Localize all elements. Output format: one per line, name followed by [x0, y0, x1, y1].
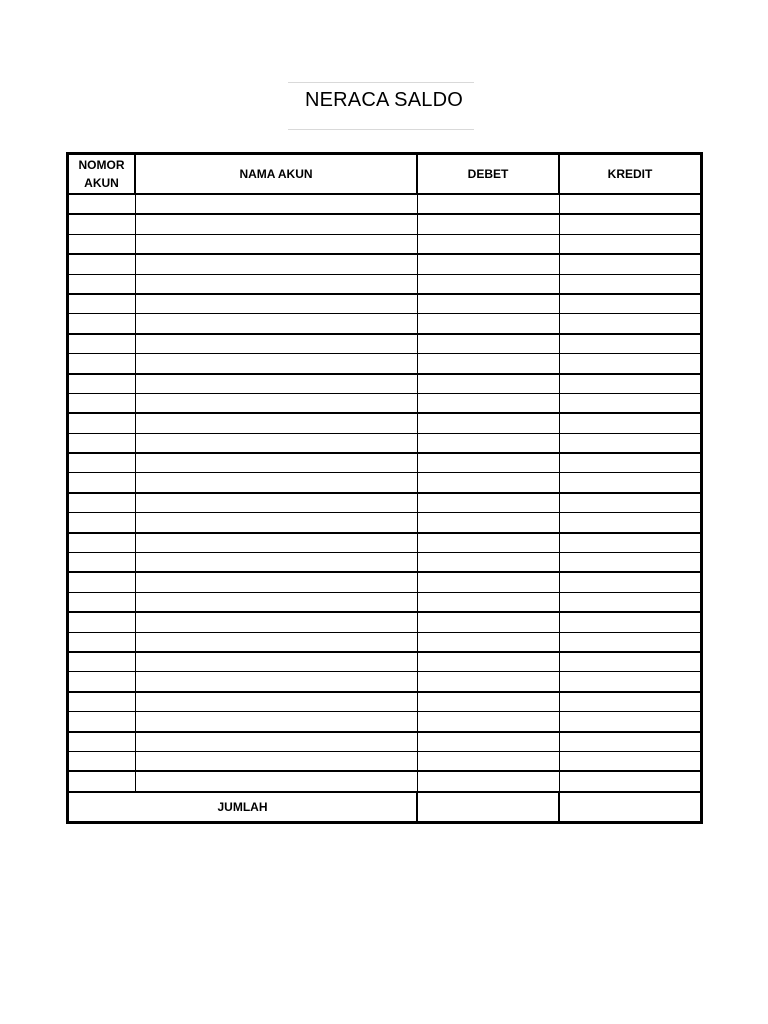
- debet-cell[interactable]: [417, 592, 559, 612]
- header-nama-akun: NAMA AKUN: [135, 154, 417, 195]
- nomor-akun-cell[interactable]: [68, 453, 136, 473]
- debet-cell[interactable]: [417, 692, 559, 712]
- table-row: [68, 334, 702, 354]
- debet-cell[interactable]: [417, 712, 559, 732]
- nomor-akun-cell[interactable]: [68, 294, 136, 314]
- kredit-cell[interactable]: [559, 393, 702, 413]
- debet-cell[interactable]: [417, 732, 559, 752]
- table-row: [68, 194, 702, 214]
- page-title: NERACA SALDO: [304, 89, 463, 111]
- nama-akun-cell[interactable]: [135, 632, 417, 652]
- debet-cell[interactable]: [417, 413, 559, 433]
- kredit-cell[interactable]: [559, 413, 702, 433]
- nomor-akun-cell[interactable]: [68, 572, 136, 592]
- nama-akun-cell[interactable]: [135, 294, 417, 314]
- nama-akun-cell[interactable]: [135, 751, 417, 771]
- nomor-akun-cell[interactable]: [68, 553, 136, 573]
- nomor-akun-cell[interactable]: [68, 274, 136, 294]
- nama-akun-cell[interactable]: [135, 493, 417, 513]
- table-row: [68, 473, 702, 493]
- kredit-cell[interactable]: [559, 214, 702, 234]
- table-row: [68, 254, 702, 274]
- nama-akun-cell[interactable]: [135, 453, 417, 473]
- debet-cell[interactable]: [417, 334, 559, 354]
- total-row: [68, 792, 702, 823]
- table-row: [68, 433, 702, 453]
- table-row: [68, 672, 702, 692]
- kredit-cell[interactable]: [559, 592, 702, 612]
- table-row: [68, 354, 702, 374]
- debet-cell[interactable]: [417, 473, 559, 493]
- trial-balance-table: [66, 152, 703, 824]
- nama-akun-cell[interactable]: [135, 712, 417, 732]
- nomor-akun-cell[interactable]: [68, 493, 136, 513]
- kredit-cell[interactable]: [559, 513, 702, 533]
- nomor-akun-cell[interactable]: [68, 712, 136, 732]
- nama-akun-cell[interactable]: [135, 732, 417, 752]
- table-row: [68, 393, 702, 413]
- kredit-cell[interactable]: [559, 493, 702, 513]
- kredit-cell[interactable]: [559, 553, 702, 573]
- kredit-cell[interactable]: [559, 334, 702, 354]
- nomor-akun-cell[interactable]: [68, 334, 136, 354]
- table-row: [68, 712, 702, 732]
- table-row: [68, 513, 702, 533]
- table-row: [68, 374, 702, 394]
- kredit-cell[interactable]: [559, 294, 702, 314]
- kredit-cell[interactable]: [559, 712, 702, 732]
- debet-cell[interactable]: [417, 632, 559, 652]
- table-row: [68, 413, 702, 433]
- total-debet-cell[interactable]: [417, 792, 559, 823]
- nomor-akun-cell[interactable]: [68, 692, 136, 712]
- table-row: [68, 234, 702, 254]
- table-row: [68, 612, 702, 632]
- nama-akun-cell[interactable]: [135, 433, 417, 453]
- nomor-akun-cell[interactable]: [68, 652, 136, 672]
- kredit-cell[interactable]: [559, 533, 702, 553]
- nama-akun-cell[interactable]: [135, 314, 417, 334]
- kredit-cell[interactable]: [559, 194, 702, 214]
- kredit-cell[interactable]: [559, 234, 702, 254]
- total-label: JUMLAH: [68, 792, 418, 823]
- nomor-akun-cell[interactable]: [68, 632, 136, 652]
- table-row: [68, 214, 702, 234]
- kredit-cell[interactable]: [559, 433, 702, 453]
- nomor-akun-cell[interactable]: [68, 254, 136, 274]
- total-kredit-cell[interactable]: [559, 792, 702, 823]
- debet-cell[interactable]: [417, 433, 559, 453]
- nomor-akun-cell[interactable]: [68, 732, 136, 752]
- debet-cell[interactable]: [417, 214, 559, 234]
- kredit-cell[interactable]: [559, 274, 702, 294]
- debet-cell[interactable]: [417, 652, 559, 672]
- table-row: [68, 632, 702, 652]
- table-row: [68, 314, 702, 334]
- nomor-akun-cell[interactable]: [68, 612, 136, 632]
- debet-cell[interactable]: [417, 254, 559, 274]
- table-row: [68, 493, 702, 513]
- nama-akun-cell[interactable]: [135, 393, 417, 413]
- nama-akun-cell[interactable]: [135, 672, 417, 692]
- nama-akun-cell[interactable]: [135, 612, 417, 632]
- title-rule-bottom: [288, 129, 474, 130]
- nama-akun-cell[interactable]: [135, 513, 417, 533]
- debet-cell[interactable]: [417, 354, 559, 374]
- nomor-akun-cell[interactable]: [68, 433, 136, 453]
- kredit-cell[interactable]: [559, 672, 702, 692]
- nomor-akun-cell[interactable]: [68, 751, 136, 771]
- nama-akun-cell[interactable]: [135, 194, 417, 214]
- debet-cell[interactable]: [417, 771, 559, 791]
- nama-akun-cell[interactable]: [135, 592, 417, 612]
- nama-akun-cell[interactable]: [135, 413, 417, 433]
- nomor-akun-cell[interactable]: [68, 533, 136, 553]
- nama-akun-cell[interactable]: [135, 234, 417, 254]
- table-row: [68, 533, 702, 553]
- nomor-akun-cell[interactable]: [68, 314, 136, 334]
- debet-cell[interactable]: [417, 533, 559, 553]
- nama-akun-cell[interactable]: [135, 533, 417, 553]
- header-nomor-akun: NOMOR AKUN: [68, 154, 136, 195]
- kredit-cell[interactable]: [559, 652, 702, 672]
- kredit-cell[interactable]: [559, 453, 702, 473]
- table-row: [68, 771, 702, 791]
- nomor-akun-cell[interactable]: [68, 234, 136, 254]
- kredit-cell[interactable]: [559, 314, 702, 334]
- nama-akun-cell[interactable]: [135, 214, 417, 234]
- table-row: [68, 572, 702, 592]
- debet-cell[interactable]: [417, 513, 559, 533]
- nomor-akun-cell[interactable]: [68, 413, 136, 433]
- debet-cell[interactable]: [417, 194, 559, 214]
- nomor-akun-cell[interactable]: [68, 393, 136, 413]
- title-rule-top: [288, 82, 474, 83]
- nama-akun-cell[interactable]: [135, 374, 417, 394]
- header-debet: DEBET: [417, 154, 559, 195]
- table-row: [68, 553, 702, 573]
- nama-akun-cell[interactable]: [135, 334, 417, 354]
- table-body: [68, 194, 702, 822]
- table-row: [68, 274, 702, 294]
- nama-akun-cell[interactable]: [135, 354, 417, 374]
- kredit-cell[interactable]: [559, 771, 702, 791]
- debet-cell[interactable]: [417, 612, 559, 632]
- table-header-row: [68, 154, 702, 195]
- table-row: [68, 692, 702, 712]
- nomor-akun-cell[interactable]: [68, 214, 136, 234]
- kredit-cell[interactable]: [559, 254, 702, 274]
- nama-akun-cell[interactable]: [135, 771, 417, 791]
- kredit-cell[interactable]: [559, 732, 702, 752]
- nomor-akun-cell[interactable]: [68, 771, 136, 791]
- table-row: [68, 732, 702, 752]
- nomor-akun-cell[interactable]: [68, 672, 136, 692]
- nomor-akun-cell[interactable]: [68, 194, 136, 214]
- table-row: [68, 453, 702, 473]
- kredit-cell[interactable]: [559, 751, 702, 771]
- kredit-cell[interactable]: [559, 374, 702, 394]
- nomor-akun-cell[interactable]: [68, 513, 136, 533]
- nama-akun-cell[interactable]: [135, 473, 417, 493]
- kredit-cell[interactable]: [559, 473, 702, 493]
- debet-cell[interactable]: [417, 553, 559, 573]
- nama-akun-cell[interactable]: [135, 553, 417, 573]
- table-row: [68, 652, 702, 672]
- debet-cell[interactable]: [417, 572, 559, 592]
- debet-cell[interactable]: [417, 374, 559, 394]
- nomor-akun-cell[interactable]: [68, 592, 136, 612]
- debet-cell[interactable]: [417, 393, 559, 413]
- header-kredit: KREDIT: [559, 154, 702, 195]
- nomor-akun-cell[interactable]: [68, 473, 136, 493]
- debet-cell[interactable]: [417, 314, 559, 334]
- debet-cell[interactable]: [417, 234, 559, 254]
- nomor-akun-cell[interactable]: [68, 354, 136, 374]
- nama-akun-cell[interactable]: [135, 652, 417, 672]
- debet-cell[interactable]: [417, 294, 559, 314]
- debet-cell[interactable]: [417, 274, 559, 294]
- nama-akun-cell[interactable]: [135, 692, 417, 712]
- debet-cell[interactable]: [417, 672, 559, 692]
- kredit-cell[interactable]: [559, 612, 702, 632]
- nama-akun-cell[interactable]: [135, 274, 417, 294]
- kredit-cell[interactable]: [559, 354, 702, 374]
- debet-cell[interactable]: [417, 453, 559, 473]
- nama-akun-cell[interactable]: [135, 254, 417, 274]
- table-row: [68, 294, 702, 314]
- kredit-cell[interactable]: [559, 632, 702, 652]
- table-row: [68, 751, 702, 771]
- nama-akun-cell[interactable]: [135, 572, 417, 592]
- debet-cell[interactable]: [417, 751, 559, 771]
- table-row: [68, 592, 702, 612]
- nomor-akun-cell[interactable]: [68, 374, 136, 394]
- kredit-cell[interactable]: [559, 572, 702, 592]
- debet-cell[interactable]: [417, 493, 559, 513]
- kredit-cell[interactable]: [559, 692, 702, 712]
